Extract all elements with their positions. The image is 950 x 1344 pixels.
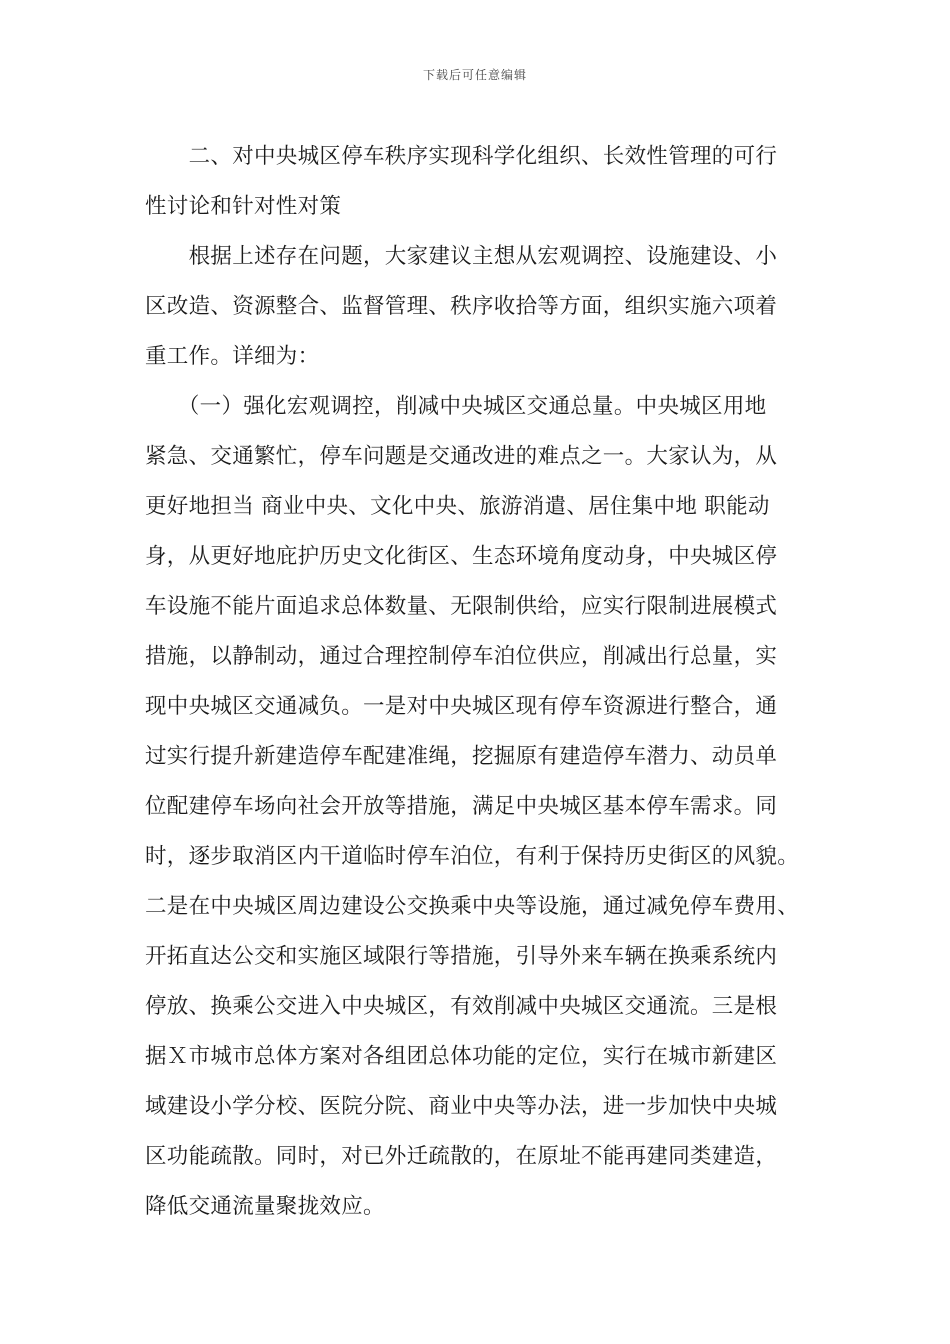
text-line: 措施，以静制动，通过合理控制停车泊位供应，削减出行总量，实 xyxy=(145,644,778,669)
text-line: 位配建停车场向社会开放等措施，满足中央城区基本停车需求。同 xyxy=(145,794,778,819)
document-body xyxy=(145,132,825,1232)
text-line: （一）强化宏观调控，削减中央城区交通总量。中央城区用地 xyxy=(145,394,767,419)
text-line: 身，从更好地庇护历史文化街区、生态环境角度动身，中央城区停 xyxy=(145,544,778,569)
text-line: 域建设小学分校、医院分院、商业中央等办法，进一步加快中央城 xyxy=(145,1094,778,1119)
item-1-paragraph xyxy=(145,382,825,1232)
text-line: 更好地担当 商业中央、文化中央、旅游消遣、居住集中地 职能动 xyxy=(145,494,770,519)
text-line: 过实行提升新建造停车配建准绳，挖掘原有建造停车潜力、动员单 xyxy=(145,744,778,769)
text-line: 降低交通流量聚拢效应。 xyxy=(145,1194,385,1219)
text-line: 车设施不能片面追求总体数量、无限制供给，应实行限制进展模式 xyxy=(145,594,778,619)
text-line: 根据上述存在问题，大家建议主想从宏观调控、设施建设、小 xyxy=(145,244,778,269)
text-line: 区改造、资源整合、监督管理、秩序收拾等方面，组织实施六项着 xyxy=(145,294,778,319)
heading-line: 性讨论和针对性对策 xyxy=(145,194,342,219)
intro-paragraph xyxy=(145,232,825,382)
text-line: 现中央城区交通减负。一是对中央城区现有停车资源进行整合，通 xyxy=(145,694,778,719)
section-heading xyxy=(145,132,825,232)
heading-line: 二、对中央城区停车秩序实现科学化组织、长效性管理的可行 xyxy=(145,144,778,169)
text-line: 重工作。详细为： xyxy=(145,344,320,369)
text-line: 区功能疏散。同时，对已外迁疏散的，在原址不能再建同类建造， xyxy=(145,1144,778,1169)
text-line: 二是在中央城区周边建设公交换乘中央等设施，通过减免停车费用、 xyxy=(145,894,800,919)
text-line: 开拓直达公交和实施区域限行等措施，引导外来车辆在换乘系统内 xyxy=(145,944,778,969)
text-line: 时，逐步取消区内干道临时停车泊位，有利于保持历史街区的风貌。 xyxy=(145,844,800,869)
text-line: 紧急、交通繁忙，停车问题是交通改进的难点之一。大家认为，从 xyxy=(145,444,778,469)
text-line: 据Ｘ市城市总体方案对各组团总体功能的定位，实行在城市新建区 xyxy=(145,1044,778,1069)
text-line: 停放、换乘公交进入中央城区，有效削减中央城区交通流。三是根 xyxy=(145,994,778,1019)
page-header: 下载后可任意编辑 xyxy=(422,68,527,82)
